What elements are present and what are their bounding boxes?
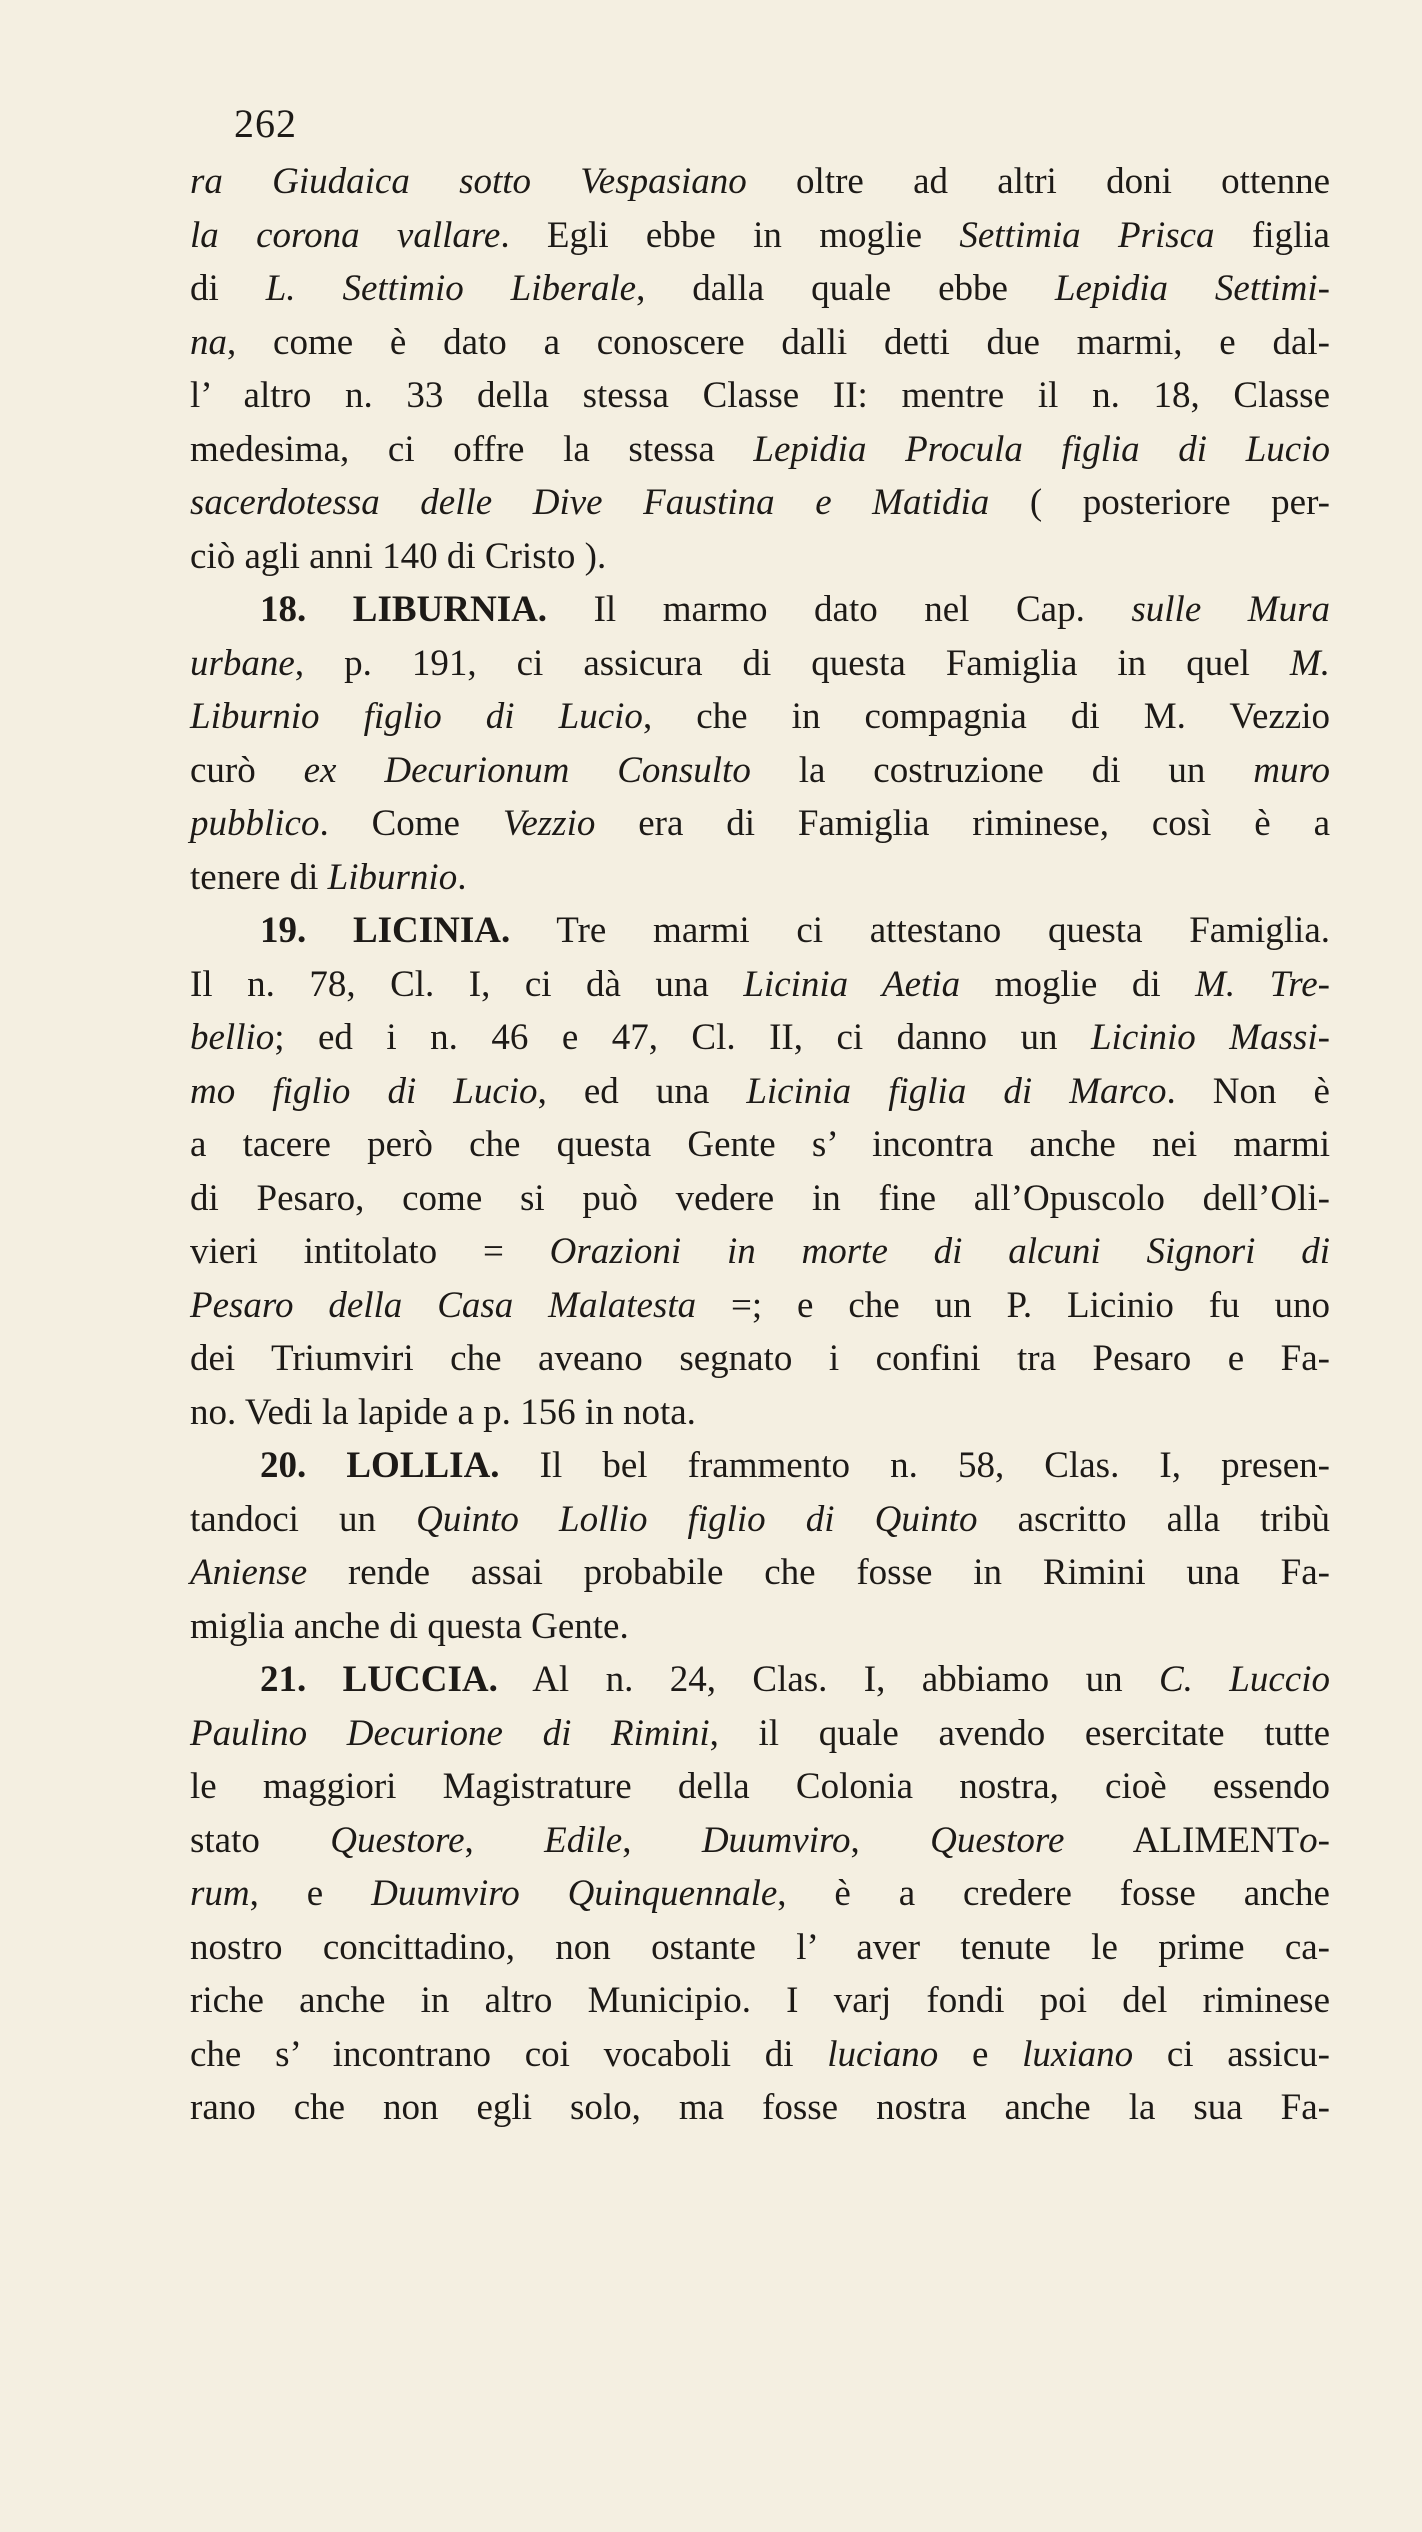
italic-text: C. Luccio	[1158, 1659, 1330, 1700]
text-line	[190, 1172, 1330, 1226]
text-line	[190, 423, 1330, 477]
italic-text: M.	[1289, 642, 1330, 684]
text-run: di Pesaro, come si può vedere in fine all’Opuscolo dell’Oli-	[190, 1177, 1330, 1219]
text-line	[190, 262, 1330, 316]
text-line	[190, 690, 1330, 744]
text-line	[190, 1814, 1330, 1868]
text-run: no. Vedi la lapide a p. 156 in nota.	[190, 1391, 696, 1433]
text-line	[190, 1279, 1330, 1333]
text-run: .	[457, 856, 467, 898]
text-run: =; e che un P. Licinio fu uno	[696, 1284, 1330, 1326]
text-line	[190, 1600, 1330, 1654]
text-run: , dalla quale ebbe	[636, 268, 1055, 309]
italic-text: muro	[1253, 749, 1330, 791]
text-run: curò	[190, 749, 304, 791]
text-line	[190, 530, 1330, 584]
text-run: ; ed i n. 46 e 47, Cl. II, ci danno un	[274, 1017, 1091, 1058]
text-run: medesima, ci offre la stessa	[190, 428, 754, 470]
text-run: che s’ incontrano coi vocaboli di	[190, 2033, 828, 2075]
text-run: 21. LUCCIA. Al n. 24, Clas. I, abbiamo un	[260, 1659, 1159, 1700]
italic-text: Liburnio	[327, 856, 458, 898]
text-run: era di Famiglia riminese, così è a	[595, 803, 1330, 844]
text-line	[190, 1118, 1330, 1172]
text-run: nostro concittadino, non ostante l’ aver tenute le prime ca-	[190, 1926, 1330, 1968]
italic-text: Lepidia Procula figlia di Lucio	[753, 428, 1330, 470]
italic-text: luciano	[827, 2033, 939, 2075]
text-run: l’ altro n. 33 della stessa Classe II: mentre il n. 18, Classe	[190, 375, 1330, 416]
text-run: ,	[464, 1819, 545, 1861]
section-heading: 19. LICINIA.	[260, 910, 511, 951]
text-line	[190, 369, 1330, 423]
text-line	[190, 958, 1330, 1012]
italic-text: Licinio Massi-	[1090, 1017, 1330, 1058]
text-line	[190, 1760, 1330, 1814]
italic-text: ex Decurionum Consulto	[303, 749, 751, 791]
body-text	[190, 155, 1330, 2135]
italic-text: rum	[190, 1873, 250, 1914]
text-run: figlia	[1214, 214, 1330, 256]
italic-text: Duumviro Quinquennale	[371, 1873, 778, 1914]
text-run: ,	[850, 1819, 931, 1861]
italic-text: pubblico	[190, 803, 320, 844]
italic-text: la corona vallare	[190, 214, 501, 256]
text-run: le maggiori Magistrature della Colonia nostra, cioè essendo	[190, 1766, 1330, 1807]
italic-text: Aniense	[190, 1552, 308, 1593]
text-line	[190, 1921, 1330, 1975]
text-run: moglie di	[960, 963, 1196, 1005]
italic-text: na	[190, 321, 227, 363]
italic-text: Quinto Lollio figlio di Quinto	[416, 1498, 978, 1540]
text-line	[190, 316, 1330, 370]
italic-text: Paulino Decurione di Rimini	[190, 1712, 710, 1754]
text-run: tenere di	[190, 856, 328, 898]
italic-text: ra Giudaica sotto Vespasiano	[190, 161, 747, 202]
italic-text: Questore	[930, 1819, 1065, 1861]
italic-text: mo figlio di Lucio	[190, 1070, 538, 1112]
section-heading: 21. LUCCIA.	[260, 1659, 498, 1700]
text-run: ci assicu-	[1133, 2033, 1330, 2075]
text-line	[190, 1332, 1330, 1386]
text-line	[190, 1546, 1330, 1600]
text-line	[190, 904, 1330, 958]
text-run: e	[938, 2033, 1023, 2075]
text-run: . Non è	[1166, 1070, 1330, 1112]
text-run: rende assai probabile che fosse in Rimini una Fa-	[307, 1552, 1330, 1593]
text-run: , il quale avendo esercitate tutte	[709, 1712, 1330, 1754]
text-line	[190, 1653, 1330, 1707]
text-run: , come è dato a conoscere dalli detti due marmi, e dal-	[227, 321, 1330, 363]
text-line	[190, 1707, 1330, 1761]
italic-text: luxiano	[1022, 2033, 1134, 2075]
page-number: 262	[234, 101, 297, 146]
italic-text: M. Tre-	[1195, 963, 1330, 1005]
text-run: riche anche in altro Municipio. I varj fondi poi del riminese	[190, 1980, 1330, 2021]
text-run: tandoci un	[190, 1498, 417, 1540]
text-line	[190, 155, 1330, 209]
text-line	[190, 476, 1330, 530]
italic-text: Duumviro	[701, 1819, 851, 1861]
text-run: rano che non egli solo, ma fosse nostra anche la sua Fa-	[190, 2087, 1330, 2128]
text-line	[190, 1386, 1330, 1440]
italic-text: Licinia figlia di Marco	[746, 1070, 1167, 1112]
section-heading: 20. LOLLIA.	[260, 1445, 500, 1486]
text-line	[190, 797, 1330, 851]
italic-text: Orazioni in morte di alcuni Signori di	[549, 1231, 1330, 1272]
italic-text: Vezzio	[502, 803, 596, 844]
text-line	[190, 1439, 1330, 1493]
text-line	[190, 1065, 1330, 1119]
italic-text: Settimia Prisca	[959, 214, 1215, 256]
text-run: 20. LOLLIA. Il bel frammento n. 58, Clas. I, presen-	[260, 1445, 1330, 1486]
text-line	[190, 209, 1330, 263]
text-run: oltre ad altri doni ottenne	[746, 161, 1331, 202]
italic-text: urbane	[190, 642, 295, 684]
text-line	[190, 1225, 1330, 1279]
text-run: ,	[622, 1819, 702, 1861]
text-run: . Come	[319, 803, 503, 844]
text-run: 19. LICINIA. Tre marmi ci attestano questa Famiglia.	[260, 910, 1330, 951]
text-line	[190, 1867, 1330, 1921]
text-line	[190, 1974, 1330, 2028]
text-run: ( posteriore per-	[989, 482, 1330, 523]
text-line	[190, 851, 1330, 905]
italic-text: o-	[1299, 1819, 1330, 1861]
text-run: ALIMENT	[1064, 1819, 1300, 1861]
italic-text: L. Settimio Liberale	[265, 268, 637, 309]
text-line	[190, 637, 1330, 691]
italic-text: Licinia Aetia	[743, 963, 961, 1005]
text-line	[190, 1011, 1330, 1065]
text-run: , è a credere fosse anche	[777, 1873, 1330, 1914]
text-run: , ed una	[537, 1070, 747, 1112]
text-line	[190, 744, 1330, 798]
text-run: . Egli ebbe in moglie	[500, 214, 960, 256]
text-line	[190, 583, 1330, 637]
text-run: 18. LIBURNIA. Il marmo dato nel Cap.	[260, 589, 1132, 630]
text-run: a tacere però che questa Gente s’ incontra anche nei marmi	[190, 1124, 1330, 1165]
text-run: ciò agli anni 140 di Cristo ).	[190, 535, 607, 577]
text-run: , p. 191, ci assicura di questa Famiglia in quel	[294, 642, 1290, 684]
text-run: , e	[249, 1873, 372, 1914]
text-run: vieri intitolato =	[190, 1231, 550, 1272]
text-run: la costruzione di un	[750, 749, 1254, 791]
italic-text: sulle Mura	[1131, 589, 1330, 630]
text-run: dei Triumviri che aveano segnato i confini tra Pesaro e Fa-	[190, 1338, 1330, 1379]
text-line	[190, 2028, 1330, 2082]
italic-text: bellio	[190, 1017, 275, 1058]
italic-text: Pesaro della Casa Malatesta	[190, 1284, 697, 1326]
italic-text: Edile	[544, 1819, 623, 1861]
text-line	[190, 2081, 1330, 2135]
text-run: stato	[190, 1819, 331, 1861]
italic-text: Questore	[330, 1819, 465, 1861]
text-run: ascritto alla tribù	[977, 1498, 1330, 1540]
italic-text: Liburnio figlio di Lucio	[190, 696, 643, 737]
text-run: di	[190, 268, 266, 309]
section-heading: 18. LIBURNIA.	[260, 589, 548, 630]
text-run: , che in compagnia di M. Vezzio	[642, 696, 1330, 737]
italic-text: sacerdotessa delle Dive Faustina e Matidia	[190, 482, 990, 523]
text-run: Il n. 78, Cl. I, ci dà una	[190, 963, 744, 1005]
italic-text: Lepidia Settimi-	[1054, 268, 1330, 309]
text-line	[190, 1493, 1330, 1547]
text-run: miglia anche di questa Gente.	[190, 1605, 629, 1647]
